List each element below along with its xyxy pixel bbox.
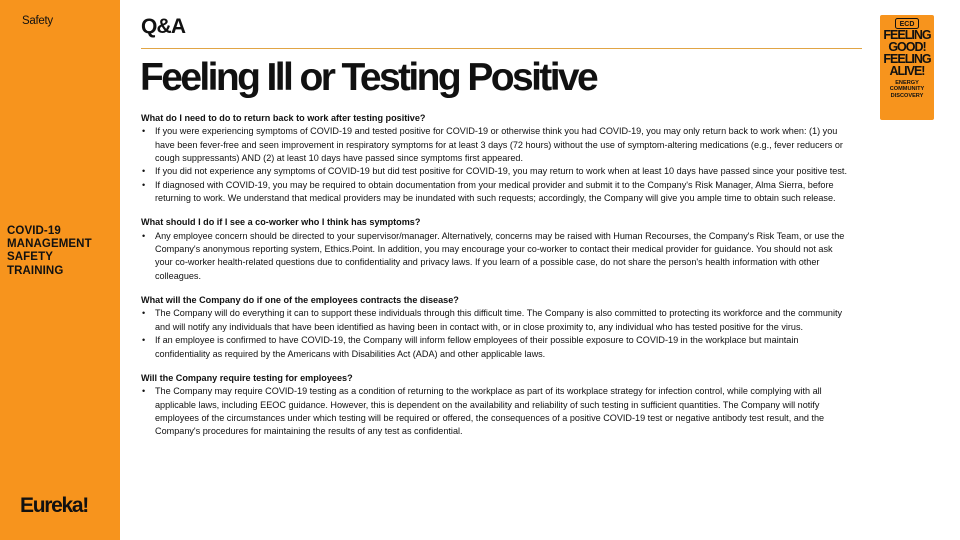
training-label-line: MANAGEMENT: [7, 238, 92, 251]
qa-answer-list: [141, 307, 849, 360]
header-divider: [141, 48, 862, 49]
section-label: Q&A: [141, 15, 186, 38]
badge-line: GOOD!: [888, 40, 926, 54]
qa-question: What should I do if I see a co-worker who I think has symptoms?: [141, 217, 421, 228]
qa-answer-list: [141, 125, 849, 205]
badge-mark-text: ECD: [899, 21, 915, 29]
qa-answer-bullet: • If diagnosed with COVID-19, you may be required to obtain documentation from your medical provider and submit it to the Company's Risk Manager, Alma Sierra, before returning to work. We understand that medical providers may be inundated with such requests; accordingly, the Company will give you ample time to obtain such release.: [141, 179, 849, 206]
feeling-good-badge: [880, 15, 934, 120]
badge-subtext-line: ENERGY: [895, 80, 919, 86]
qa-question: What will the Company do if one of the employees contracts the disease?: [141, 295, 459, 306]
badge-line: FEELING: [883, 28, 931, 42]
qa-answer-bullet: • If an employee is confirmed to have COVID-19, the Company will inform fellow employees of their possible exposure to COVID-19 in the workplace but maintain confidentiality as required by the Americans with Disabilities Act (ADA) and other applicable laws.: [141, 334, 849, 361]
training-label: [7, 225, 92, 278]
training-label-line: SAFETY: [7, 251, 53, 264]
sidebar: [0, 0, 120, 540]
qa-question: What do I need to do to return back to work after testing positive?: [141, 113, 426, 123]
qa-answer-bullet: • If you were experiencing symptoms of COVID-19 and tested positive for COVID-19 or otherwise think you had COVID-19, you may only return back to work when: (1) you have been fever-free and seen improvement in respiratory symptoms for at least 3 days (72 hours) without the use of symptom-altering medications (e.g., fever reducers or cough suppressants) AND (2) at least 10 days have passed since symptoms first appeared.: [141, 125, 849, 165]
badge-line: FEELING: [883, 52, 931, 66]
badge-subtext-line: DISCOVERY: [890, 92, 924, 99]
sidebar-tag: Safety: [22, 15, 53, 27]
badge-line: ALIVE!: [889, 64, 925, 78]
qa-section: [141, 216, 849, 283]
qa-content: [141, 112, 849, 450]
qa-answer-list: [141, 385, 849, 438]
qa-answer-bullet: • If you did not experience any symptoms of COVID-19 but did test positive for COVID-19, you may return to work when at least 10 days have passed since your positive test.: [141, 165, 849, 178]
qa-section: [141, 112, 849, 205]
training-label-line: TRAINING: [7, 264, 64, 277]
qa-answer-list: [141, 230, 849, 283]
eureka-logo: Eureka!: [20, 494, 88, 517]
badge-subtext: [880, 80, 934, 99]
page-title: Feeling Ill or Testing Positive: [140, 56, 597, 99]
qa-answer-bullet: • The Company may require COVID-19 testing as a condition of returning to the workplace as part of its workplace strategy for infection control, while complying with all applicable laws, including EEOC guidance. However, this is dependent on the availability and reliability of such testing in sufficient quantities. The Company will notify employees of the circumstances under which testing will be required or offered, the consequences of a positive COVID-19 test or negative antibody test result, and the Company's procedures for maintaining the results of any test as confidential.: [141, 385, 849, 438]
qa-answer-bullet: • The Company will do everything it can to support these individuals through this difficult time. The Company is also committed to protecting its workforce and the community and will notify any individuals that have been identified as having been in contact with, or in close proximity to, any individual who has tested positive for the virus.: [141, 307, 849, 334]
badge-subtext-line: COMMUNITY: [889, 86, 925, 93]
training-label-line: COVID-19: [7, 225, 61, 237]
qa-section: [141, 294, 849, 361]
qa-section: [141, 372, 849, 439]
qa-answer-bullet: • Any employee concern should be directed to your supervisor/manager. Alternatively, concerns may be raised with Human Recourses, the Company's Risk Team, or use the Company's anonymous reporting system, Ethics.Point. In addition, you may encourage your co-worker to contact their medical provider for guidance. You should not ask your co-worker health-related questions due to confidentiality and privacy laws. If you learn of a possible case, do not share the person's health information with other colleagues.: [141, 230, 849, 283]
qa-question: Will the Company require testing for employees?: [141, 372, 353, 383]
